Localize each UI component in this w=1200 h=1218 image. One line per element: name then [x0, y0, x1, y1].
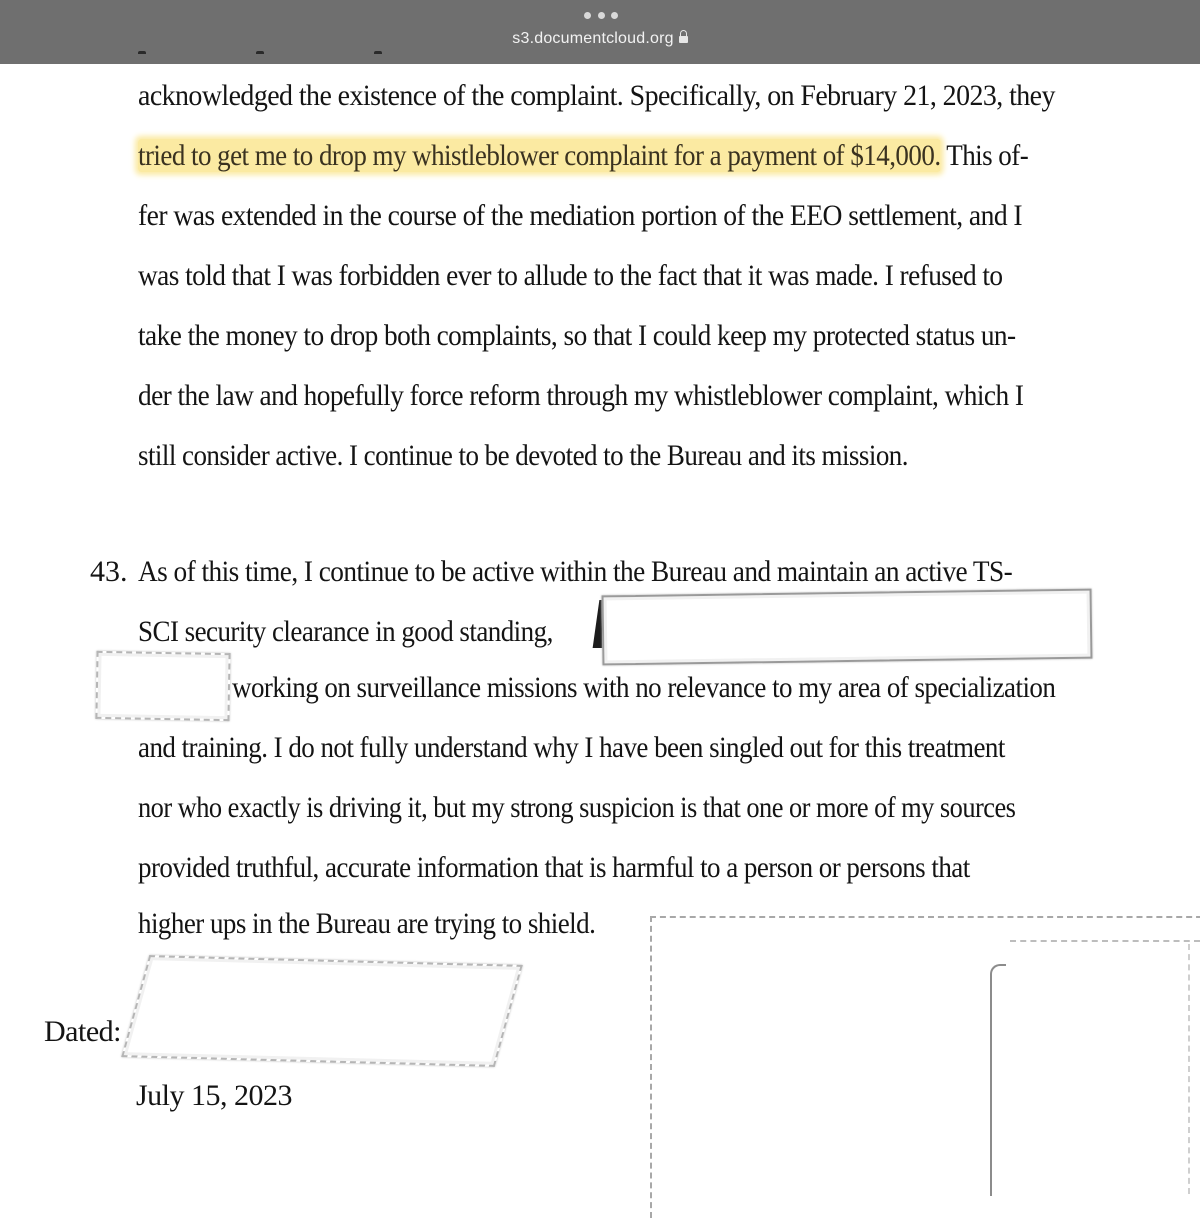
signature-redaction-edge	[1010, 940, 1200, 944]
dated-label: Dated:	[44, 1015, 121, 1048]
paragraph-42-line-3: fer was extended in the course of the mediation portion of the EEO settlement, and I	[138, 199, 1023, 232]
redaction-box	[95, 651, 230, 721]
redaction-box	[602, 589, 1093, 666]
paragraph-42-line-1: acknowledged the existence of the complaint. Specifically, on February 21, 2023, they	[138, 79, 1055, 112]
browser-toolbar	[0, 0, 1200, 65]
signature-redaction	[650, 916, 1200, 1218]
date-value: July 15, 2023	[136, 1079, 293, 1112]
document-page	[0, 64, 1200, 1193]
tab-overview-icon[interactable]	[584, 12, 618, 22]
lock-icon	[679, 36, 688, 43]
paragraph-number: 43.	[90, 555, 128, 588]
cutoff-previous-line	[138, 46, 598, 54]
paragraph-43-line-7: higher ups in the Bureau are trying to shield.	[138, 907, 596, 940]
redaction-box	[121, 955, 523, 1067]
paragraph-43-line-3: working on surveillance missions with no relevance to my area of specialization	[232, 671, 1056, 704]
paragraph-43-line-4: and training. I do not fully understand why I have been singled out for this treatment	[138, 731, 1005, 764]
url-text: s3.documentcloud.org	[512, 30, 674, 47]
signature-redaction-edge	[1188, 944, 1192, 1194]
paragraph-43-line-1: As of this time, I continue to be active within the Bureau and maintain an active TS-	[138, 555, 1013, 588]
paragraph-43-line-2: SCI security clearance in good standing,	[138, 615, 553, 648]
paragraph-42-line-2	[138, 138, 1028, 174]
line-2-continuation: This of-	[946, 139, 1029, 172]
signature-fragment	[990, 964, 1006, 1196]
paragraph-42-line-5: take the money to drop both complaints, so that I could keep my protected status un-	[138, 319, 1016, 352]
highlighted-text: tried to get me to drop my whistleblower complaint for a payment of $14,000.	[138, 139, 941, 172]
paragraph-42-line-4: was told that I was forbidden ever to allude to the fact that it was made. I refused to	[138, 259, 1003, 292]
paragraph-42-line-7: still consider active. I continue to be devoted to the Bureau and its mission.	[138, 439, 908, 472]
paragraph-43-line-6: provided truthful, accurate information that is harmful to a person or persons that	[138, 851, 970, 884]
paragraph-43-line-5: nor who exactly is driving it, but my strong suspicion is that one or more of my sources	[138, 791, 1016, 824]
paragraph-42-line-6: der the law and hopefully force reform through my whistleblower complaint, which I	[138, 379, 1024, 412]
